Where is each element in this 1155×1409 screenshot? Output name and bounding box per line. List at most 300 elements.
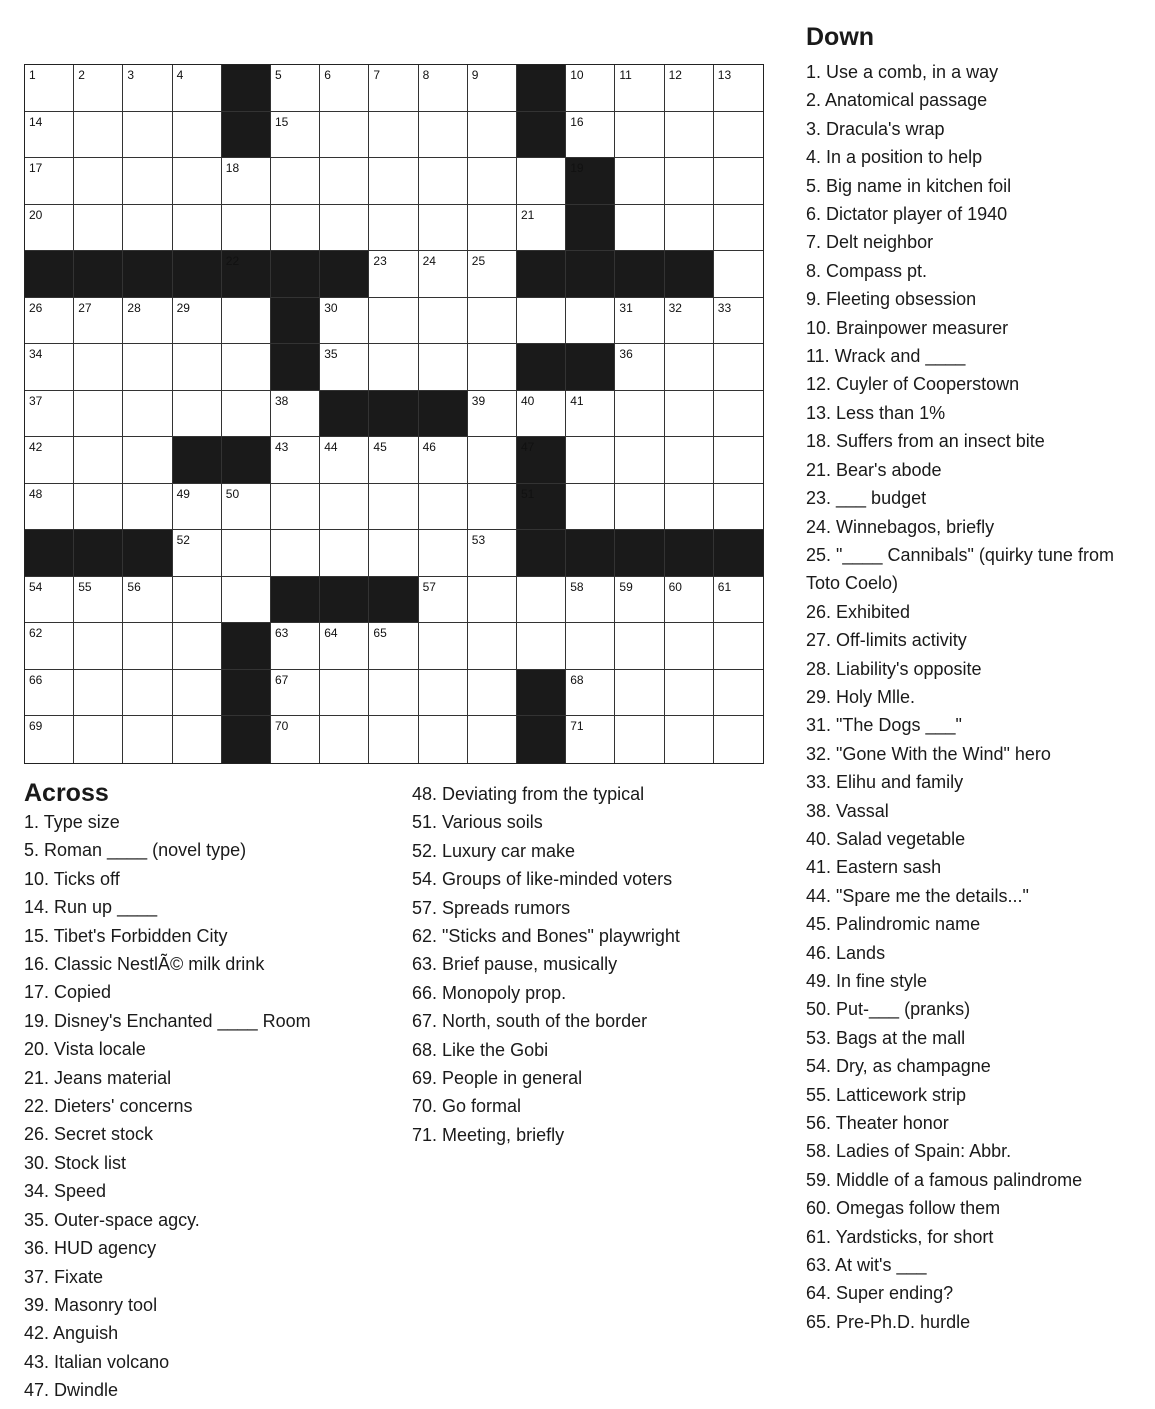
down-clue: 53. Bags at the mall bbox=[806, 1027, 966, 1048]
across-clue: 63. Brief pause, musically bbox=[412, 954, 618, 975]
down-clue: 40. Salad vegetable bbox=[806, 828, 966, 849]
across-clue-list-continued bbox=[412, 780, 680, 1149]
grid-cell[interactable] bbox=[123, 716, 172, 763]
grid-cell[interactable] bbox=[320, 112, 369, 159]
across-clue: 48. Deviating from the typical bbox=[412, 784, 645, 804]
grid-cell[interactable] bbox=[419, 670, 468, 717]
grid-cell[interactable] bbox=[271, 158, 320, 205]
grid-cell[interactable] bbox=[566, 437, 615, 484]
cell-number: 39 bbox=[471, 393, 486, 408]
across-clue: 71. Meeting, briefly bbox=[412, 1124, 565, 1145]
grid-cell[interactable] bbox=[74, 298, 123, 345]
grid-cell[interactable] bbox=[369, 670, 418, 717]
across-clue: 47. Dwindle bbox=[24, 1380, 119, 1401]
down-clue: 8. Compass pt. bbox=[806, 260, 928, 281]
grid-cell[interactable] bbox=[665, 158, 714, 205]
grid-cell[interactable] bbox=[566, 112, 615, 159]
grid-block bbox=[615, 251, 664, 298]
down-clue: 13. Less than 1% bbox=[806, 402, 946, 423]
cell-number: 61 bbox=[717, 579, 732, 594]
cell-number: 16 bbox=[570, 114, 584, 129]
grid-cell[interactable] bbox=[123, 298, 172, 345]
grid-cell[interactable] bbox=[419, 530, 468, 577]
grid-cell[interactable] bbox=[468, 484, 517, 531]
grid-cell[interactable] bbox=[271, 530, 320, 577]
grid-cell[interactable] bbox=[615, 670, 664, 717]
grid-cell[interactable] bbox=[369, 716, 418, 763]
down-clue: 2. Anatomical passage bbox=[806, 90, 988, 111]
grid-cell[interactable] bbox=[419, 158, 468, 205]
across-clue: 34. Speed bbox=[24, 1181, 107, 1202]
grid-cell[interactable] bbox=[468, 577, 517, 624]
grid-cell[interactable] bbox=[173, 65, 222, 112]
grid-cell[interactable] bbox=[468, 391, 517, 438]
grid-cell[interactable] bbox=[566, 670, 615, 717]
grid-cell[interactable] bbox=[173, 670, 222, 717]
grid-cell[interactable] bbox=[615, 205, 664, 252]
cell-number: 17 bbox=[29, 161, 43, 176]
across-clue: 19. Disney's Enchanted ____ Room bbox=[24, 1010, 311, 1031]
grid-cell[interactable] bbox=[468, 158, 517, 205]
grid-cell[interactable] bbox=[615, 298, 664, 345]
grid-cell[interactable] bbox=[123, 158, 172, 205]
grid-cell[interactable] bbox=[615, 65, 664, 112]
cell-number: 1 bbox=[29, 68, 36, 82]
grid-cell[interactable] bbox=[173, 623, 222, 670]
grid-cell[interactable] bbox=[173, 158, 222, 205]
across-clue: 36. HUD agency bbox=[24, 1238, 157, 1259]
across-heading: Across bbox=[24, 779, 109, 807]
grid-cell[interactable] bbox=[271, 623, 320, 670]
grid-cell[interactable] bbox=[714, 670, 763, 717]
down-clue: 12. Cuyler of Cooperstown bbox=[806, 374, 1020, 395]
grid-cell[interactable] bbox=[320, 158, 369, 205]
cell-number: 44 bbox=[324, 440, 338, 455]
grid-cell[interactable] bbox=[419, 437, 468, 484]
grid-cell[interactable] bbox=[369, 530, 418, 577]
grid-cell[interactable] bbox=[74, 437, 123, 484]
grid-cell[interactable] bbox=[665, 670, 714, 717]
grid-cell[interactable] bbox=[74, 344, 123, 391]
grid-cell[interactable] bbox=[173, 577, 222, 624]
grid-cell[interactable] bbox=[173, 530, 222, 577]
down-clue: 59. Middle of a famous palindrome bbox=[806, 1169, 1083, 1190]
across-clue: 16. Classic NestlÃ© milk drink bbox=[24, 954, 265, 975]
grid-cell[interactable] bbox=[74, 716, 123, 763]
grid-block bbox=[517, 530, 566, 577]
grid-block bbox=[25, 251, 74, 298]
cell-number: 34 bbox=[29, 347, 43, 362]
grid-block bbox=[320, 577, 369, 624]
grid-cell[interactable] bbox=[615, 112, 664, 159]
grid-block bbox=[271, 344, 320, 391]
grid-block bbox=[222, 112, 271, 159]
grid-cell[interactable] bbox=[25, 391, 74, 438]
grid-cell[interactable] bbox=[123, 391, 172, 438]
grid-cell[interactable] bbox=[566, 391, 615, 438]
grid-cell[interactable] bbox=[714, 65, 763, 112]
grid-block bbox=[123, 251, 172, 298]
down-clue: 4. In a position to help bbox=[806, 147, 983, 168]
grid-cell[interactable] bbox=[566, 65, 615, 112]
grid-cell[interactable] bbox=[468, 205, 517, 252]
grid-cell[interactable] bbox=[173, 298, 222, 345]
grid-cell[interactable] bbox=[615, 437, 664, 484]
grid-cell[interactable] bbox=[665, 577, 714, 624]
down-clue: 32. "Gone With the Wind" hero bbox=[806, 743, 1051, 764]
grid-cell[interactable] bbox=[222, 298, 271, 345]
cell-number: 67 bbox=[275, 672, 289, 687]
grid-cell[interactable] bbox=[468, 623, 517, 670]
grid-cell[interactable] bbox=[615, 158, 664, 205]
grid-cell[interactable] bbox=[369, 251, 418, 298]
grid-block bbox=[369, 577, 418, 624]
down-clue-list bbox=[806, 58, 1151, 1336]
cell-number: 7 bbox=[373, 68, 381, 82]
grid-cell[interactable] bbox=[419, 344, 468, 391]
cell-number: 43 bbox=[275, 440, 289, 455]
grid-cell[interactable] bbox=[271, 65, 320, 112]
grid-cell[interactable] bbox=[320, 298, 369, 345]
grid-block bbox=[517, 65, 566, 112]
grid-cell[interactable] bbox=[714, 112, 763, 159]
cell-number: 27 bbox=[78, 300, 92, 315]
cell-number: 18 bbox=[225, 161, 240, 176]
grid-cell[interactable] bbox=[419, 205, 468, 252]
grid-cell[interactable] bbox=[74, 577, 123, 624]
grid-cell[interactable] bbox=[419, 112, 468, 159]
down-clue: 45. Palindromic name bbox=[806, 914, 981, 935]
grid-cell[interactable] bbox=[320, 205, 369, 252]
grid-cell[interactable] bbox=[615, 344, 664, 391]
grid-cell[interactable] bbox=[468, 298, 517, 345]
down-clue: 11. Wrack and ____ bbox=[806, 346, 966, 367]
grid-cell[interactable] bbox=[714, 158, 763, 205]
grid-block bbox=[665, 251, 714, 298]
grid-cell[interactable] bbox=[74, 391, 123, 438]
cell-number: 15 bbox=[275, 114, 289, 129]
grid-block bbox=[714, 530, 763, 577]
grid-block bbox=[222, 437, 271, 484]
grid-cell[interactable] bbox=[468, 344, 517, 391]
cell-number: 29 bbox=[176, 300, 190, 315]
cell-number: 2 bbox=[78, 68, 85, 82]
down-clue: 65. Pre-Ph.D. hurdle bbox=[806, 1311, 971, 1332]
grid-cell[interactable] bbox=[25, 112, 74, 159]
grid-block bbox=[271, 577, 320, 624]
grid-cell[interactable] bbox=[419, 577, 468, 624]
grid-cell[interactable] bbox=[25, 65, 74, 112]
grid-cell[interactable] bbox=[615, 716, 664, 763]
grid-block bbox=[665, 530, 714, 577]
cell-number: 14 bbox=[29, 114, 43, 129]
across-clue: 42. Anguish bbox=[24, 1323, 119, 1344]
down-clue: 5. Big name in kitchen foil bbox=[806, 175, 1012, 196]
cell-number: 52 bbox=[176, 533, 190, 548]
grid-cell[interactable] bbox=[271, 484, 320, 531]
cell-number: 35 bbox=[324, 347, 338, 362]
grid-cell[interactable] bbox=[517, 205, 566, 252]
grid-cell[interactable] bbox=[25, 437, 74, 484]
grid-cell[interactable] bbox=[714, 344, 763, 391]
cell-number: 10 bbox=[570, 68, 584, 82]
cell-number: 19 bbox=[570, 161, 584, 176]
grid-cell[interactable] bbox=[468, 65, 517, 112]
grid-block bbox=[517, 484, 566, 531]
grid-cell[interactable] bbox=[369, 112, 418, 159]
grid-block bbox=[173, 251, 222, 298]
grid-cell[interactable] bbox=[74, 484, 123, 531]
cell-number: 4 bbox=[176, 68, 184, 82]
grid-cell[interactable] bbox=[665, 391, 714, 438]
grid-cell[interactable] bbox=[517, 391, 566, 438]
grid-block bbox=[123, 530, 172, 577]
grid-cell[interactable] bbox=[369, 65, 418, 112]
grid-cell[interactable] bbox=[173, 205, 222, 252]
down-clue: 28. Liability's opposite bbox=[806, 658, 982, 679]
cell-number: 38 bbox=[275, 393, 289, 408]
grid-cell[interactable] bbox=[665, 716, 714, 763]
grid-block bbox=[222, 670, 271, 717]
down-clue: 24. Winnebagos, briefly bbox=[806, 516, 995, 537]
grid-cell[interactable] bbox=[222, 205, 271, 252]
grid-cell[interactable] bbox=[665, 437, 714, 484]
grid-cell[interactable] bbox=[714, 298, 763, 345]
down-clue: 60. Omegas follow them bbox=[806, 1198, 1001, 1219]
grid-cell[interactable] bbox=[419, 65, 468, 112]
grid-cell[interactable] bbox=[665, 623, 714, 670]
cell-number: 32 bbox=[668, 300, 682, 315]
grid-cell[interactable] bbox=[173, 112, 222, 159]
grid-cell[interactable] bbox=[714, 623, 763, 670]
down-clue: 44. "Spare me the details..." bbox=[806, 885, 1029, 906]
across-clue: 68. Like the Gobi bbox=[412, 1039, 549, 1060]
grid-cell[interactable] bbox=[123, 484, 172, 531]
cell-number: 66 bbox=[29, 672, 43, 687]
grid-cell[interactable] bbox=[222, 391, 271, 438]
grid-block bbox=[517, 251, 566, 298]
grid-cell[interactable] bbox=[222, 530, 271, 577]
grid-cell[interactable] bbox=[222, 158, 271, 205]
grid-cell[interactable] bbox=[517, 298, 566, 345]
grid-cell[interactable] bbox=[25, 158, 74, 205]
grid-cell[interactable] bbox=[566, 716, 615, 763]
across-clue: 30. Stock list bbox=[24, 1152, 127, 1173]
down-clue: 50. Put-___ (pranks) bbox=[806, 999, 971, 1020]
grid-block bbox=[566, 530, 615, 577]
grid-cell[interactable] bbox=[173, 716, 222, 763]
grid-cell[interactable] bbox=[271, 112, 320, 159]
grid-cell[interactable] bbox=[665, 484, 714, 531]
grid-cell[interactable] bbox=[419, 716, 468, 763]
grid-block bbox=[517, 437, 566, 484]
grid-cell[interactable] bbox=[320, 344, 369, 391]
grid-cell[interactable] bbox=[320, 670, 369, 717]
grid-block bbox=[222, 251, 271, 298]
across-clue: 15. Tibet's Forbidden City bbox=[24, 925, 228, 946]
grid-cell[interactable] bbox=[25, 205, 74, 252]
grid-cell[interactable] bbox=[714, 391, 763, 438]
across-clue-list bbox=[24, 808, 311, 1405]
across-clue: 21. Jeans material bbox=[24, 1067, 172, 1088]
grid-cell[interactable] bbox=[271, 437, 320, 484]
cell-number: 5 bbox=[275, 68, 282, 82]
grid-cell[interactable] bbox=[468, 112, 517, 159]
grid-cell[interactable] bbox=[173, 344, 222, 391]
down-clue: 9. Fleeting obsession bbox=[806, 289, 977, 310]
grid-block bbox=[222, 65, 271, 112]
grid-cell[interactable] bbox=[369, 623, 418, 670]
grid-cell[interactable] bbox=[173, 391, 222, 438]
grid-cell[interactable] bbox=[419, 623, 468, 670]
grid-cell[interactable] bbox=[74, 623, 123, 670]
grid-cell[interactable] bbox=[74, 158, 123, 205]
grid-cell[interactable] bbox=[271, 205, 320, 252]
crossword-grid bbox=[24, 64, 764, 764]
grid-cell[interactable] bbox=[714, 716, 763, 763]
grid-cell[interactable] bbox=[320, 437, 369, 484]
grid-cell[interactable] bbox=[123, 623, 172, 670]
grid-block bbox=[74, 530, 123, 577]
grid-cell[interactable] bbox=[615, 623, 664, 670]
grid-cell[interactable] bbox=[222, 344, 271, 391]
grid-cell[interactable] bbox=[25, 623, 74, 670]
down-clue: 64. Super ending? bbox=[806, 1283, 954, 1304]
grid-cell[interactable] bbox=[369, 298, 418, 345]
grid-cell[interactable] bbox=[665, 344, 714, 391]
grid-cell[interactable] bbox=[419, 298, 468, 345]
grid-cell[interactable] bbox=[123, 577, 172, 624]
down-clue: 33. Elihu and family bbox=[806, 772, 964, 793]
grid-cell[interactable] bbox=[517, 623, 566, 670]
grid-cell[interactable] bbox=[468, 670, 517, 717]
grid-cell[interactable] bbox=[714, 437, 763, 484]
grid-cell[interactable] bbox=[25, 298, 74, 345]
grid-cell[interactable] bbox=[566, 577, 615, 624]
grid-cell[interactable] bbox=[665, 65, 714, 112]
across-clue: 67. North, south of the border bbox=[412, 1011, 648, 1032]
down-clue: 27. Off-limits activity bbox=[806, 630, 967, 651]
grid-cell[interactable] bbox=[123, 670, 172, 717]
grid-cell[interactable] bbox=[369, 158, 418, 205]
down-clue: 21. Bear's abode bbox=[806, 459, 942, 480]
cell-number: 50 bbox=[225, 486, 240, 501]
across-clue: 43. Italian volcano bbox=[24, 1351, 170, 1372]
cell-number: 62 bbox=[29, 626, 43, 641]
grid-cell[interactable] bbox=[271, 670, 320, 717]
cell-number: 70 bbox=[275, 719, 289, 734]
down-clue: 49. In fine style bbox=[806, 971, 928, 991]
grid-cell[interactable] bbox=[517, 158, 566, 205]
cell-number: 33 bbox=[717, 300, 732, 315]
across-clue: 62. "Sticks and Bones" playwright bbox=[412, 926, 680, 947]
grid-cell[interactable] bbox=[468, 530, 517, 577]
grid-cell[interactable] bbox=[468, 251, 517, 298]
grid-cell[interactable] bbox=[517, 577, 566, 624]
grid-cell[interactable] bbox=[320, 716, 369, 763]
cell-number: 25 bbox=[471, 254, 486, 269]
cell-number: 59 bbox=[619, 579, 633, 594]
grid-cell[interactable] bbox=[74, 112, 123, 159]
cell-number: 46 bbox=[422, 440, 436, 455]
grid-cell[interactable] bbox=[25, 344, 74, 391]
grid-cell[interactable] bbox=[123, 437, 172, 484]
grid-block bbox=[222, 716, 271, 763]
grid-cell[interactable] bbox=[25, 577, 74, 624]
grid-cell[interactable] bbox=[25, 670, 74, 717]
grid-cell[interactable] bbox=[222, 484, 271, 531]
grid-cell[interactable] bbox=[369, 484, 418, 531]
grid-cell[interactable] bbox=[320, 623, 369, 670]
grid-cell[interactable] bbox=[25, 716, 74, 763]
grid-cell[interactable] bbox=[419, 251, 468, 298]
grid-cell[interactable] bbox=[615, 484, 664, 531]
grid-cell[interactable] bbox=[123, 112, 172, 159]
grid-cell[interactable] bbox=[714, 484, 763, 531]
grid-cell[interactable] bbox=[25, 484, 74, 531]
grid-cell[interactable] bbox=[271, 391, 320, 438]
grid-block bbox=[173, 437, 222, 484]
grid-cell[interactable] bbox=[173, 484, 222, 531]
grid-block bbox=[566, 344, 615, 391]
grid-cell[interactable] bbox=[74, 205, 123, 252]
grid-cell[interactable] bbox=[123, 344, 172, 391]
cell-number: 30 bbox=[324, 300, 338, 315]
grid-cell[interactable] bbox=[123, 65, 172, 112]
grid-cell[interactable] bbox=[320, 530, 369, 577]
cell-number: 55 bbox=[78, 579, 92, 594]
grid-cell[interactable] bbox=[369, 205, 418, 252]
cell-number: 31 bbox=[619, 300, 633, 315]
grid-cell[interactable] bbox=[369, 437, 418, 484]
grid-cell[interactable] bbox=[74, 65, 123, 112]
grid-cell[interactable] bbox=[665, 205, 714, 252]
down-clue: 10. Brainpower measurer bbox=[806, 317, 1009, 338]
grid-cell[interactable] bbox=[665, 298, 714, 345]
grid-block bbox=[271, 298, 320, 345]
cell-number: 36 bbox=[619, 347, 633, 362]
grid-cell[interactable] bbox=[714, 577, 763, 624]
grid-cell[interactable] bbox=[222, 577, 271, 624]
grid-cell[interactable] bbox=[123, 205, 172, 252]
across-clue: 52. Luxury car make bbox=[412, 840, 576, 861]
grid-cell[interactable] bbox=[369, 344, 418, 391]
grid-cell[interactable] bbox=[566, 484, 615, 531]
grid-cell[interactable] bbox=[665, 112, 714, 159]
grid-cell[interactable] bbox=[320, 65, 369, 112]
grid-block bbox=[566, 158, 615, 205]
cell-number: 23 bbox=[373, 254, 387, 269]
down-clue: 1. Use a comb, in a way bbox=[806, 62, 999, 82]
grid-cell[interactable] bbox=[419, 484, 468, 531]
cell-number: 24 bbox=[422, 254, 436, 269]
grid-block bbox=[517, 670, 566, 717]
down-clue: 6. Dictator player of 1940 bbox=[806, 204, 1008, 225]
cell-number: 53 bbox=[471, 533, 486, 548]
grid-cell[interactable] bbox=[615, 577, 664, 624]
grid-cell[interactable] bbox=[615, 391, 664, 438]
grid-block bbox=[517, 716, 566, 763]
grid-cell[interactable] bbox=[271, 716, 320, 763]
grid-cell[interactable] bbox=[566, 623, 615, 670]
grid-cell[interactable] bbox=[74, 670, 123, 717]
grid-cell[interactable] bbox=[468, 437, 517, 484]
grid-cell[interactable] bbox=[468, 716, 517, 763]
grid-cell[interactable] bbox=[714, 251, 763, 298]
grid-cell[interactable] bbox=[566, 298, 615, 345]
grid-cell[interactable] bbox=[714, 205, 763, 252]
grid-cell[interactable] bbox=[320, 484, 369, 531]
